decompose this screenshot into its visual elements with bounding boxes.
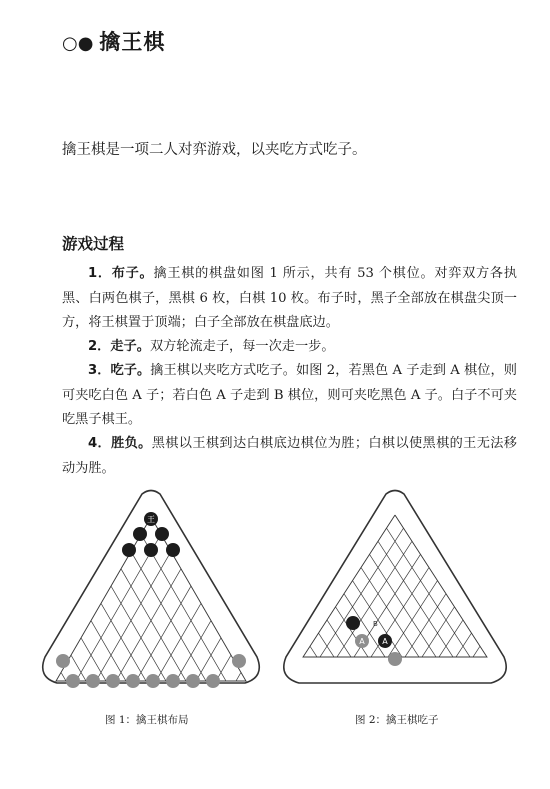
- grid-line: [275, 487, 504, 707]
- grid-border: [56, 517, 246, 681]
- position-b-label: B: [373, 620, 378, 628]
- white-piece: [206, 674, 220, 688]
- grid-line: [33, 487, 205, 707]
- white-piece: [146, 674, 160, 688]
- grid-line: [275, 487, 504, 707]
- grid-line: [275, 487, 515, 707]
- black-piece: [166, 543, 180, 557]
- black-piece: [122, 543, 136, 557]
- title-circles-icon: ○●: [62, 33, 94, 54]
- grid-line: [33, 487, 125, 707]
- white-piece: [106, 674, 120, 688]
- rule-text: 黑棋以王棋到达白棋底边棋位为胜；白棋以使黑棋的王无法移动为胜。: [62, 436, 517, 476]
- black-piece: [346, 616, 360, 630]
- white-piece: [166, 674, 180, 688]
- grid-line: [33, 487, 245, 707]
- grid-line: [275, 487, 436, 707]
- grid-line: [177, 487, 269, 707]
- white-piece: [86, 674, 100, 688]
- rule-paragraph-capture: [62, 359, 517, 433]
- grid-line: [275, 487, 515, 707]
- grid-line: [422, 487, 515, 707]
- grid-line: [33, 487, 125, 707]
- grid-line: [275, 487, 515, 707]
- intro-paragraph: 擒王棋是一项二人对弈游戏，以夹吃方式吃子。: [62, 142, 367, 158]
- grid-line: [97, 487, 269, 707]
- grid-line: [286, 487, 515, 707]
- section-heading: 游戏过程: [62, 234, 125, 253]
- grid-line: [275, 487, 515, 707]
- white-piece: [66, 674, 80, 688]
- grid-line: [177, 487, 269, 707]
- grid-line: [33, 487, 205, 707]
- grid-line: [388, 487, 515, 707]
- grid-line: [33, 487, 85, 707]
- grid-line: [57, 487, 269, 707]
- rule-heading: 4．胜负。: [88, 436, 152, 451]
- rule-text: 双方轮流走子，每一次走一步。: [149, 339, 335, 354]
- grid-line: [33, 487, 245, 707]
- grid-line: [275, 487, 515, 707]
- grid-line: [33, 487, 85, 707]
- black-piece: [144, 543, 158, 557]
- grid-line: [97, 487, 269, 707]
- grid-line: [275, 487, 515, 707]
- title-text: 擒王棋: [99, 30, 166, 54]
- grid-line: [275, 487, 515, 707]
- white-piece: [126, 674, 140, 688]
- grid-line: [57, 487, 269, 707]
- grid-line: [303, 487, 515, 707]
- king-piece-label: 王: [147, 515, 155, 524]
- grid-line: [354, 487, 515, 707]
- grid-line: [405, 487, 515, 707]
- grid-line: [405, 487, 515, 707]
- grid-line: [157, 487, 269, 707]
- grid-line: [33, 487, 145, 707]
- rule-paragraph-setup: [62, 262, 517, 336]
- grid-line: [217, 487, 269, 707]
- grid-line: [275, 487, 515, 707]
- grid-line: [275, 487, 515, 707]
- grid-line: [275, 487, 515, 707]
- black-a-label: A: [382, 637, 388, 646]
- grid-line: [320, 487, 515, 707]
- grid-line: [303, 487, 515, 707]
- rule-paragraph-victory: [62, 432, 517, 481]
- grid-line: [275, 487, 368, 707]
- grid-line: [275, 487, 402, 707]
- figure-2-caption: 图 2：擒王棋吃子: [355, 714, 439, 726]
- grid-line: [275, 487, 515, 707]
- rule-heading: 3．吃子。: [88, 363, 151, 378]
- white-piece: [388, 652, 402, 666]
- grid-border: [303, 515, 487, 657]
- grid-line: [354, 487, 515, 707]
- grid-line: [275, 487, 436, 707]
- grid-line: [320, 487, 515, 707]
- grid-line: [275, 487, 470, 707]
- grid-line: [275, 487, 515, 707]
- white-piece: [186, 674, 200, 688]
- board-grid: [275, 487, 515, 707]
- white-piece: [232, 654, 246, 668]
- grid-line: [275, 487, 515, 707]
- grid-line: [275, 487, 515, 707]
- grid-line: [275, 487, 487, 707]
- white-piece: [56, 654, 70, 668]
- rule-heading: 1．布子。: [88, 266, 154, 281]
- grid-line: [33, 487, 145, 707]
- rule-text: 擒王棋以夹吃方式吃子。如图 2，若黑色 A 子走到 A 棋位，则可夹吃白色 A 子；若白色 A 子走到 B 棋位，则可夹吃黑色 A 子。白子不可夹吃黑子棋王。: [62, 363, 517, 427]
- grid-line: [275, 487, 515, 707]
- grid-line: [275, 487, 402, 707]
- figure-1-caption: 图 1：擒王棋布局: [105, 714, 189, 726]
- grid-line: [275, 487, 515, 707]
- grid-line: [286, 487, 515, 707]
- grid-line: [275, 487, 385, 707]
- page-title: [62, 26, 165, 56]
- grid-line: [388, 487, 515, 707]
- grid-line: [157, 487, 269, 707]
- grid-line: [275, 487, 470, 707]
- black-piece: [155, 527, 169, 541]
- rule-paragraph-move: [62, 335, 517, 360]
- grid-line: [217, 487, 269, 707]
- grid-line: [275, 487, 515, 707]
- grid-line: [275, 487, 385, 707]
- grid-line: [275, 487, 515, 707]
- rule-heading: 2．走子。: [88, 339, 150, 354]
- rule-text: 擒王棋的棋盘如图 1 所示，共有 53 个棋位。对弈双方各执黑、白两色棋子，黑棋 6 枚，白棋 10 枚。布子时，黑子全部放在棋盘尖顶一方，将王棋置于顶端；白子全部放在棋盘底边。: [62, 266, 517, 330]
- figure-1-board-layout: [33, 487, 269, 707]
- grid-line: [275, 487, 487, 707]
- black-piece: [133, 527, 147, 541]
- grid-line: [275, 487, 368, 707]
- white-a-label: A: [359, 637, 365, 646]
- grid-line: [422, 487, 515, 707]
- figure-2-capture-example: [275, 487, 515, 707]
